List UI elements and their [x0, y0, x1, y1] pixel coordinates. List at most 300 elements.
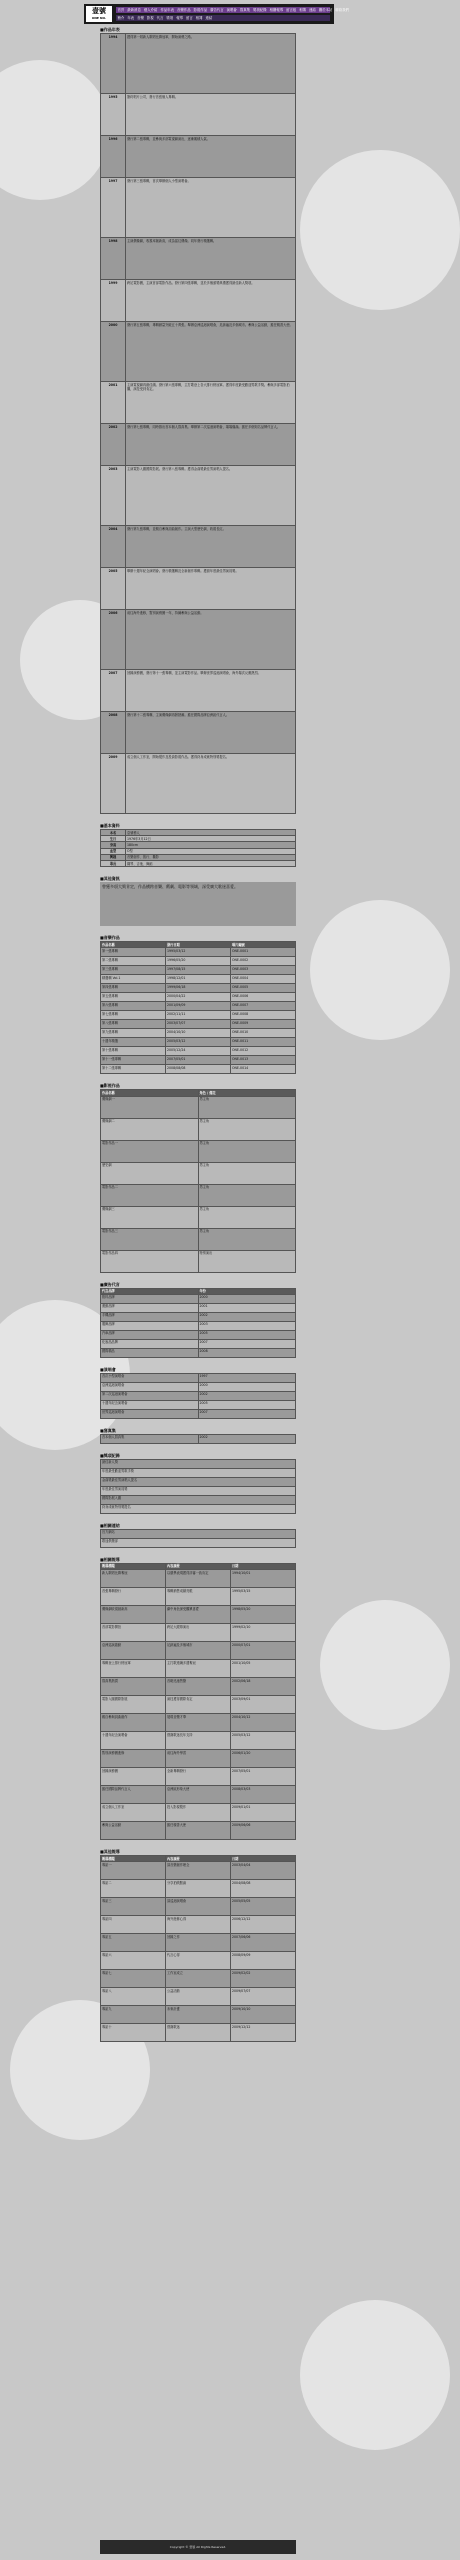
- table-cell: 2003/04/04: [231, 1862, 296, 1880]
- event-cell: 成立個人工作室，開始製作及投資影視作品。獲得終身成就特別獎提名。: [126, 754, 296, 814]
- table-cell: 第八張專輯: [101, 1020, 166, 1029]
- nav-link[interactable]: 作品年表: [160, 8, 174, 12]
- table-cell: 第二張專輯: [101, 957, 166, 966]
- section-title: ■廣告代言: [100, 1281, 120, 1287]
- event-cell: 發行第三張專輯，首次舉辦個人小型演唱會。: [126, 178, 296, 238]
- profile-table: [100, 829, 296, 867]
- table-row[interactable]: [101, 948, 296, 957]
- table-row[interactable]: [101, 1732, 296, 1750]
- event-cell: 主演電視劇再創佳績。發行第六張專輯，主打歌登上各大排行榜冠軍。獲得年度最受歡迎男歌手獎。參與多部電影拍攝，演技受到肯定。: [126, 382, 296, 424]
- table-row[interactable]: [101, 1768, 296, 1786]
- table-cell: 跨足大銀幕演出: [166, 1624, 231, 1642]
- column-header: 日期: [231, 1563, 296, 1569]
- table-row[interactable]: [101, 1459, 296, 1468]
- background-splat: [310, 900, 450, 1040]
- table-cell: 暫別演藝圈進修: [101, 1750, 166, 1768]
- year-cell: 2005: [101, 568, 126, 610]
- table-cell: ONE-0005: [231, 984, 296, 993]
- table-row[interactable]: [101, 1029, 296, 1038]
- year-cell: 1996: [101, 136, 126, 178]
- table-cell: 首次小型演唱會: [101, 1373, 199, 1382]
- column-header: 角色 / 備註: [198, 1090, 296, 1096]
- nav-link[interactable]: 首頁: [117, 8, 125, 12]
- table-cell: 2005/12/24: [166, 1047, 231, 1056]
- table-cell: ONE-0014: [231, 1065, 296, 1074]
- table-cell: 偶像劇二: [101, 1118, 199, 1140]
- nav-link[interactable]: 最新消息: [127, 8, 141, 12]
- table-row[interactable]: [101, 1312, 296, 1321]
- table-cell: 以優異表現獲得評審一致肯定: [166, 1570, 231, 1588]
- links-section: [100, 1522, 296, 1548]
- photobook-table: [100, 1434, 296, 1444]
- table-row[interactable]: [101, 1898, 296, 1916]
- table-row[interactable]: [101, 1486, 296, 1495]
- profile-key: 血型: [101, 848, 126, 854]
- table-row[interactable]: [101, 1020, 296, 1029]
- press2-table: [100, 1855, 296, 2042]
- table-row[interactable]: [101, 1434, 296, 1443]
- nav-link[interactable]: 年表: [127, 16, 135, 20]
- press-section: [100, 1556, 296, 1840]
- profile-value: 180cm: [126, 842, 296, 848]
- table-row[interactable]: [101, 975, 296, 984]
- table-row[interactable]: [101, 1786, 296, 1804]
- table-cell: 2001/09/09: [166, 1002, 231, 1011]
- table-row[interactable]: [101, 1400, 296, 1409]
- event-cell: 前往海外進修，暫別演藝圈一年，持續參與公益活動。: [126, 610, 296, 670]
- table-row[interactable]: [101, 1065, 296, 1074]
- table-row[interactable]: [101, 1118, 296, 1140]
- table-cell: 寫真集熱賣: [101, 1678, 166, 1696]
- table-row[interactable]: [101, 1096, 296, 1118]
- concert-section: [100, 1366, 296, 1419]
- table-cell: 2009/02/02: [231, 1970, 296, 1988]
- nav-link[interactable]: 連結: [205, 16, 213, 20]
- table-cell: 1998/05/20: [231, 1606, 296, 1624]
- table-row[interactable]: [101, 1988, 296, 2006]
- table-row: [101, 754, 296, 814]
- year-cell: 2004: [101, 526, 126, 568]
- table-cell: 專訪九: [101, 2006, 166, 2024]
- table-cell: 第五張專輯: [101, 993, 166, 1002]
- table-cell: 2009/07/07: [231, 1988, 296, 2006]
- table-row[interactable]: [101, 1504, 296, 1513]
- table-row[interactable]: [101, 1529, 296, 1538]
- table-row: [101, 280, 296, 322]
- table-cell: 電影作品一: [101, 1140, 199, 1162]
- nav-link[interactable]: 獎項紀錄: [253, 8, 267, 12]
- table-row[interactable]: [101, 966, 296, 975]
- table-row[interactable]: [101, 1140, 296, 1162]
- table-cell: 男主角: [198, 1140, 296, 1162]
- column-header: 發行日期: [166, 942, 231, 948]
- table-cell: 參與公益活動: [101, 1822, 166, 1840]
- table-cell: 第四張專輯: [101, 984, 166, 993]
- secondary-nav: [116, 15, 330, 21]
- table-row[interactable]: [101, 1970, 296, 1988]
- table-cell: 專訪二: [101, 1880, 166, 1898]
- section-title: ■作品年表: [100, 27, 120, 32]
- table-cell: 2008/03/03: [231, 1786, 296, 1804]
- table-row[interactable]: [101, 1934, 296, 1952]
- table-row[interactable]: [101, 1339, 296, 1348]
- year-cell: 1995: [101, 94, 126, 136]
- table-cell: 工作室成立: [166, 1970, 231, 1988]
- nav-link[interactable]: 留言板: [286, 8, 297, 12]
- event-cell: 簽約唱片公司，發行首張個人專輯。: [126, 94, 296, 136]
- year-cell: 2007: [101, 670, 126, 712]
- table-row[interactable]: [101, 993, 296, 1002]
- table-row[interactable]: [101, 1011, 296, 1020]
- site-header: [84, 4, 349, 24]
- table-cell: ONE-0011: [231, 1038, 296, 1047]
- table-cell: 電影作品二: [101, 1184, 199, 1206]
- table-cell: 年度最佳男演員獎: [101, 1486, 296, 1495]
- table-cell: 2002: [198, 1312, 296, 1321]
- links-table: [100, 1529, 296, 1548]
- table-row[interactable]: [101, 1303, 296, 1312]
- table-cell: 第六張專輯: [101, 1002, 166, 1011]
- table-cell: 第三張專輯: [101, 966, 166, 975]
- table-row[interactable]: [101, 1056, 296, 1065]
- site-footer: Copyright © 壹號 All Rights Reserved.: [100, 2540, 296, 2554]
- table-row: [101, 610, 296, 670]
- table-cell: 專訪四: [101, 1916, 166, 1934]
- table-cell: 化妝品品牌: [101, 1339, 199, 1348]
- table-cell: 專訪八: [101, 1988, 166, 2006]
- column-header: 代言品牌: [101, 1288, 199, 1294]
- table-cell: 男主角: [198, 1228, 296, 1250]
- table-row[interactable]: [101, 1642, 296, 1660]
- table-row[interactable]: [101, 1570, 296, 1588]
- year-cell: 2009: [101, 754, 126, 814]
- table-cell: 1999/06/18: [166, 984, 231, 993]
- table-row[interactable]: [101, 1348, 296, 1357]
- table-cell: 亞洲巡迴演唱會: [101, 1382, 199, 1391]
- table-row[interactable]: [101, 1696, 296, 1714]
- table-row[interactable]: [101, 1804, 296, 1822]
- table-row[interactable]: [101, 1916, 296, 1934]
- table-row[interactable]: [101, 1391, 296, 1400]
- table-cell: 2005/05/05: [231, 1898, 296, 1916]
- table-row[interactable]: [101, 1678, 296, 1696]
- event-cell: 主演偶像劇，收視率創新高，成為當紅偶像。同年發行精選輯。: [126, 238, 296, 280]
- table-cell: 首本個人寫真集: [101, 1434, 199, 1443]
- table-row[interactable]: [101, 2006, 296, 2024]
- table-cell: 新人歌唱比賽奪冠: [101, 1570, 166, 1588]
- table-row[interactable]: [101, 1880, 296, 1898]
- table-row[interactable]: [101, 984, 296, 993]
- table-cell: ONE-0003: [231, 966, 296, 975]
- table-cell: 2008/08/08: [166, 1065, 231, 1074]
- profile-value: 壹號藝人: [126, 830, 296, 836]
- table-cell: 金曲獎最佳男演唱人提名: [101, 1477, 296, 1486]
- table-cell: ONE-0004: [231, 975, 296, 984]
- table-cell: 首部電影開拍: [101, 1624, 166, 1642]
- table-row[interactable]: [101, 1660, 296, 1678]
- table-row[interactable]: [101, 1330, 296, 1339]
- table-cell: 國際影展入圍: [101, 1495, 296, 1504]
- year-cell: 2008: [101, 712, 126, 754]
- table-row: [101, 424, 296, 466]
- nav-link[interactable]: 影視: [146, 16, 154, 20]
- section-title: ■寫真集: [100, 1427, 116, 1433]
- table-cell: 歌迷俱樂部: [101, 1538, 296, 1547]
- table-cell: 公益活動: [166, 1988, 231, 2006]
- table-cell: 2006/01/20: [231, 1750, 296, 1768]
- year-cell: 2002: [101, 424, 126, 466]
- nav-link[interactable]: 寫真集: [239, 8, 250, 12]
- table-cell: 展現音樂才華: [166, 1714, 231, 1732]
- table-row[interactable]: [101, 1477, 296, 1486]
- table-cell: 專訪一: [101, 1862, 166, 1880]
- table-cell: 專訪十: [101, 2024, 166, 2042]
- column-header: 內容摘要: [166, 1563, 231, 1569]
- table-row[interactable]: [101, 1047, 296, 1056]
- table-row[interactable]: [101, 1184, 296, 1206]
- event-cell: 發行第七張專輯，同時推出首本個人寫真集。舉辦第二次巡迴演唱會，場場爆滿。擔任多個知名品牌代言人。: [126, 424, 296, 466]
- nav-link[interactable]: 影視作品: [193, 8, 208, 12]
- table-row[interactable]: [101, 1294, 296, 1303]
- profile-key: 專長: [101, 861, 126, 867]
- photobook-section: [100, 1427, 296, 1444]
- table-row[interactable]: [101, 1714, 296, 1732]
- table-row[interactable]: [101, 1250, 296, 1272]
- table-row: [101, 526, 296, 568]
- table-row[interactable]: [101, 1862, 296, 1880]
- ads-table: [100, 1288, 296, 1358]
- table-cell: 精選輯 Vol.1: [101, 975, 166, 984]
- table-cell: 運動品牌: [101, 1303, 199, 1312]
- nav-link[interactable]: 演唱會: [226, 8, 237, 12]
- table-cell: ONE-0001: [231, 948, 296, 957]
- table-row[interactable]: [101, 1538, 296, 1547]
- table-cell: 前往海外學習: [166, 1750, 231, 1768]
- table-cell: 專輯登上排行榜冠軍: [101, 1660, 166, 1678]
- table-cell: 親自參與詞曲創作: [101, 1714, 166, 1732]
- table-row[interactable]: [101, 1606, 296, 1624]
- year-cell: 2000: [101, 322, 126, 382]
- table-row: [101, 178, 296, 238]
- site-logo[interactable]: [86, 6, 112, 22]
- event-cell: 舉辦十週年紀念演唱會。發行精選輯及全新創作專輯。獲頒年度最佳男演員獎。: [126, 568, 296, 610]
- table-cell: 2009/12/12: [231, 2024, 296, 2042]
- table-cell: 男主角: [198, 1206, 296, 1228]
- table-row[interactable]: [101, 1588, 296, 1606]
- table-cell: 汽車品牌: [101, 1330, 199, 1339]
- table-cell: 特別演出: [198, 1250, 296, 1272]
- event-cell: 主演電影入圍國際影展。發行第八張專輯。獲得金曲獎最佳男演唱人提名。: [126, 466, 296, 526]
- table-cell: 終身成就特別獎提名: [101, 1504, 296, 1513]
- section-title: ■其他資訊: [100, 876, 120, 882]
- column-header: 內容摘要: [166, 1856, 231, 1862]
- nav-link[interactable]: 音樂: [137, 16, 144, 20]
- table-row: [101, 94, 296, 136]
- nav-link[interactable]: 相簿: [195, 16, 203, 20]
- table-cell: 感謝歌迷: [166, 2024, 231, 2042]
- table-cell: ONE-0007: [231, 1002, 296, 1011]
- table-cell: 專輯銷售成績亮眼: [166, 1588, 231, 1606]
- nav-link[interactable]: 廣告代言: [210, 8, 224, 12]
- music-section: [100, 934, 296, 1074]
- profile-section: [100, 822, 296, 867]
- nav-link[interactable]: 獎項: [166, 16, 174, 20]
- main-content: [100, 26, 296, 2050]
- table-cell: 1999/02/10: [231, 1624, 296, 1642]
- table-row[interactable]: [101, 1409, 296, 1418]
- table-cell: 2000: [198, 1382, 296, 1391]
- column-header: 年份: [198, 1288, 296, 1294]
- column-header: 作品名稱: [101, 942, 166, 948]
- table-row[interactable]: [101, 1750, 296, 1768]
- table-cell: 世界巡迴演唱會: [101, 1409, 199, 1418]
- table-cell: 偶像劇收視創新高: [101, 1606, 166, 1624]
- table-cell: 海外進修心得: [166, 1916, 231, 1934]
- column-header: 作品名稱: [101, 1090, 199, 1096]
- table-cell: 電影作品三: [101, 1228, 199, 1250]
- table-cell: 2005: [198, 1330, 296, 1339]
- table-row[interactable]: [101, 1822, 296, 1840]
- table-cell: 服飾品牌: [101, 1321, 199, 1330]
- table-cell: ONE-0006: [231, 993, 296, 1002]
- profile-value: 音樂創作、旅行、攝影: [126, 854, 296, 860]
- table-row: [101, 382, 296, 424]
- table-cell: 十週年紀念演唱會: [101, 1400, 199, 1409]
- table-row: [101, 322, 296, 382]
- table-cell: ONE-0012: [231, 1047, 296, 1056]
- table-cell: 主打歌連續多週奪冠: [166, 1660, 231, 1678]
- ads-section: [100, 1281, 296, 1358]
- table-cell: 2002/11/11: [166, 1011, 231, 1020]
- misc-text: 曾獲多項大獎肯定，作品橫跨音樂、戲劇、電影等領域，深受廣大歌迷喜愛。: [100, 882, 296, 926]
- table-cell: 第七張專輯: [101, 1011, 166, 1020]
- background-splat: [300, 2300, 450, 2450]
- table-row: [101, 34, 296, 94]
- table-cell: 1998/12/01: [166, 975, 231, 984]
- table-row[interactable]: [101, 1382, 296, 1391]
- table-cell: 代言心得: [166, 1952, 231, 1970]
- table-cell: 2002: [198, 1434, 296, 1443]
- event-cell: 發行第十二張專輯，主演偶像劇再掀熱潮。擔任國際品牌亞洲區代言人。: [126, 712, 296, 754]
- table-cell: 成立個人工作室: [101, 1804, 166, 1822]
- table-row[interactable]: [101, 1624, 296, 1642]
- misc_block-section: [100, 875, 296, 926]
- nav-link[interactable]: 音樂作品: [176, 8, 191, 12]
- table-row: [101, 861, 296, 867]
- table-cell: 亞洲區形象大使: [166, 1786, 231, 1804]
- table-cell: 2009/01/01: [231, 1804, 296, 1822]
- table-row[interactable]: [101, 1321, 296, 1330]
- table-cell: 2007/05/01: [231, 1768, 296, 1786]
- nav-link[interactable]: 簡介: [117, 16, 125, 20]
- table-cell: 年度最受歡迎男歌手獎: [101, 1468, 296, 1477]
- table-cell: 1995/03/12: [166, 948, 231, 957]
- year-cell: 2001: [101, 382, 126, 424]
- logo-subtext: ONE NO.: [91, 16, 107, 20]
- profile-key: 生日: [101, 836, 126, 842]
- table-row[interactable]: [101, 1002, 296, 1011]
- table-row[interactable]: [101, 1228, 296, 1250]
- column-header: 唱片編號: [231, 942, 296, 948]
- table-cell: 2000/04/22: [166, 993, 231, 1002]
- drama-section: [100, 1082, 296, 1272]
- section-title: ■音樂作品: [100, 935, 120, 941]
- table-cell: 第十一張專輯: [101, 1056, 166, 1065]
- table-cell: 投入影視製作: [166, 1804, 231, 1822]
- table-cell: 2002: [198, 1391, 296, 1400]
- table-cell: ONE-0002: [231, 957, 296, 966]
- background-splat: [300, 150, 460, 310]
- nav-link[interactable]: 留言: [185, 16, 193, 20]
- concert-table: [100, 1373, 296, 1419]
- table-row[interactable]: [101, 1162, 296, 1184]
- table-row[interactable]: [101, 1038, 296, 1047]
- nav-link[interactable]: 報導: [176, 16, 183, 20]
- table-row[interactable]: [101, 1206, 296, 1228]
- profile-value: 1976年3月12日: [126, 836, 296, 842]
- table-cell: 擔任國際品牌代言人: [101, 1786, 166, 1804]
- table-row[interactable]: [101, 1495, 296, 1504]
- event-cell: 跨足電影圈，主演首部電影作品。發行第四張專輯，並於多個頒獎典禮獲得最佳新人獎項。: [126, 280, 296, 322]
- table-cell: 十週年精選: [101, 1038, 166, 1047]
- table-row[interactable]: [101, 1952, 296, 1970]
- table-cell: 1994/10/01: [231, 1570, 296, 1588]
- table-cell: 擔任親善大使: [166, 1822, 231, 1840]
- table-cell: 第二次巡迴演唱會: [101, 1391, 199, 1400]
- press2-section: [100, 1848, 296, 2042]
- nav-link[interactable]: 關於本站: [318, 8, 333, 12]
- table-cell: 2007: [198, 1339, 296, 1348]
- nav-link[interactable]: 相關報導: [269, 8, 284, 12]
- table-cell: 2004/10/10: [166, 1029, 231, 1038]
- table-row[interactable]: [101, 2024, 296, 2042]
- year-cell: 1994: [101, 34, 126, 94]
- table-row: [101, 670, 296, 712]
- event-cell: 發行第五張專輯，專輯銷量突破五十萬張。舉辦亞洲巡迴演唱會，足跡遍及多個城市。參與公益活動，擔任親善大使。: [126, 322, 296, 382]
- table-row[interactable]: [101, 1468, 296, 1477]
- nav-link[interactable]: 聯絡我們: [335, 8, 349, 12]
- table-cell: 電影作品四: [101, 1250, 199, 1272]
- section-title: ■演唱會: [100, 1366, 116, 1372]
- table-cell: 未來計畫: [166, 2006, 231, 2024]
- table-row: [101, 136, 296, 178]
- nav-link[interactable]: 代言: [156, 16, 164, 20]
- table-cell: 首張專輯發行: [101, 1588, 166, 1606]
- table-cell: 2006/12/12: [231, 1916, 296, 1934]
- table-cell: 2003/09/01: [231, 1696, 296, 1714]
- profile-key: 本名: [101, 830, 126, 836]
- nav-link[interactable]: 連結: [309, 8, 316, 12]
- table-cell: 首刷迅速售罄: [166, 1678, 231, 1696]
- table-cell: 演技獲得國際肯定: [166, 1696, 231, 1714]
- table-cell: 談巡迴演唱會: [166, 1898, 231, 1916]
- nav-link[interactable]: 藝人介紹: [143, 8, 158, 12]
- table-cell: 亞洲巡演啟動: [101, 1642, 166, 1660]
- table-row[interactable]: [101, 957, 296, 966]
- section-title: ■獎項紀錄: [100, 1452, 120, 1458]
- table-cell: 十週年紀念演唱會: [101, 1732, 166, 1750]
- section-title: ■其他報導: [100, 1849, 120, 1855]
- table-row[interactable]: [101, 1373, 296, 1382]
- awards-table: [100, 1459, 296, 1514]
- nav-link[interactable]: 相簿: [299, 8, 307, 12]
- table-cell: 第十二張專輯: [101, 1065, 166, 1074]
- table-cell: 感謝歌迷長年支持: [166, 1732, 231, 1750]
- table-cell: 2009/06/06: [231, 1822, 296, 1840]
- table-cell: 2007: [198, 1409, 296, 1418]
- table-cell: 專訪三: [101, 1898, 166, 1916]
- background-splat: [0, 60, 110, 200]
